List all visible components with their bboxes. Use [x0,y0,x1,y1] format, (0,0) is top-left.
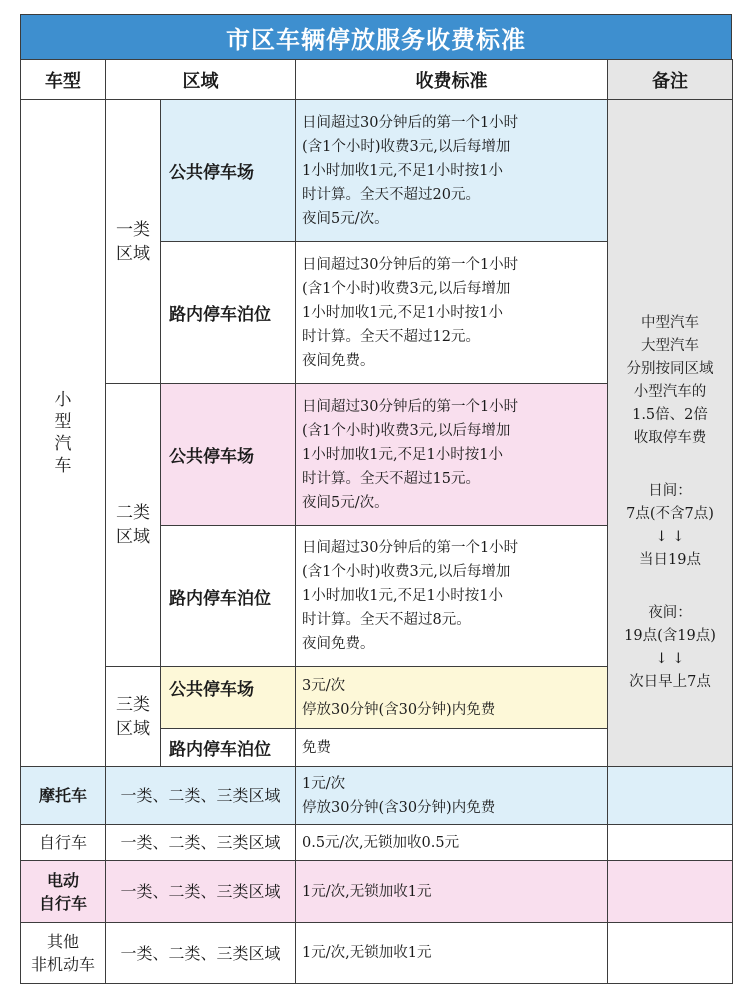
parking-fee-table [20,59,733,984]
zone1-street-fee: 日间超过30分钟后的第一个1小时 (含1个小时)收费3元,以后每增加 1小时加收1元,不足1小时按1小 时计算。全天不超过12元。 夜间免费。 [296,242,608,384]
header-zone: 区域 [106,60,296,100]
zone1-label: 一类 区域 [106,100,161,384]
arrow-down-icon: ↓ ↓ [655,651,685,667]
ebike-type: 电动 自行车 [21,861,106,923]
arrow-down-icon: ↓ ↓ [655,529,685,545]
zone2-street-name: 路内停车泊位 [161,526,296,667]
zone3-label: 三类 区域 [106,667,161,767]
bicycle-fee: 0.5元/次,无锁加收0.5元 [296,825,608,861]
zone2-label: 二类 区域 [106,384,161,667]
motorcycle-zone: 一类、二类、三类区域 [106,767,296,825]
zone1-public-lot-fee: 日间超过30分钟后的第一个1小时 (含1个小时)收费3元,以后每增加 1小时加收1元,不足1小时按1小 时计算。全天不超过20元。 夜间5元/次。 [296,100,608,242]
header-vehicle-type: 车型 [21,60,106,100]
bicycle-zone: 一类、二类、三类区域 [106,825,296,861]
table-row [21,923,733,984]
table-row [21,767,733,825]
zone3-public-lot-name: 公共停车场 [161,667,296,729]
other-nonmotor-zone: 一类、二类、三类区域 [106,923,296,984]
header-fee-standard: 收费标准 [296,60,608,100]
ebike-fee: 1元/次,无锁加收1元 [296,861,608,923]
ebike-zone: 一类、二类、三类区域 [106,861,296,923]
zone3-street-fee: 免费 [296,729,608,767]
zone1-public-lot-name: 公共停车场 [161,100,296,242]
remarks-cell: 中型汽车 大型汽车 分别按同区域 小型汽车的 1.5倍、2倍 收取停车费 日间： 7点(不含7点) ↓ ↓ 当日19点 夜间： 19点(含19点) ↓ ↓ 次日早上7点 [608,100,733,767]
table-row [21,861,733,923]
bicycle-type: 自行车 [21,825,106,861]
zone3-public-lot-fee: 3元/次 停放30分钟(含30分钟)内免费 [296,667,608,729]
header-row [21,60,733,100]
zone3-street-name: 路内停车泊位 [161,729,296,767]
table-row [21,825,733,861]
motorcycle-fee: 1元/次 停放30分钟(含30分钟)内免费 [296,767,608,825]
header-remarks: 备注 [608,60,733,100]
zone2-public-lot-name: 公共停车场 [161,384,296,526]
zone1-street-name: 路内停车泊位 [161,242,296,384]
zone2-street-fee: 日间超过30分钟后的第一个1小时 (含1个小时)收费3元,以后每增加 1小时加收1元,不足1小时按1小 时计算。全天不超过8元。 夜间免费。 [296,526,608,667]
other-nonmotor-type: 其他 非机动车 [21,923,106,984]
motorcycle-remark [608,767,733,825]
motorcycle-type: 摩托车 [21,767,106,825]
zone2-public-lot-fee: 日间超过30分钟后的第一个1小时 (含1个小时)收费3元,以后每增加 1小时加收1元,不足1小时按1小 时计算。全天不超过15元。 夜间5元/次。 [296,384,608,526]
other-nonmotor-fee: 1元/次,无锁加收1元 [296,923,608,984]
table-row [21,100,733,242]
bicycle-remark [608,825,733,861]
ebike-remark [608,861,733,923]
other-nonmotor-remark [608,923,733,984]
page-title: 市区车辆停放服务收费标准 [20,14,732,60]
small-car-label: 小 型 汽 车 [21,100,106,767]
